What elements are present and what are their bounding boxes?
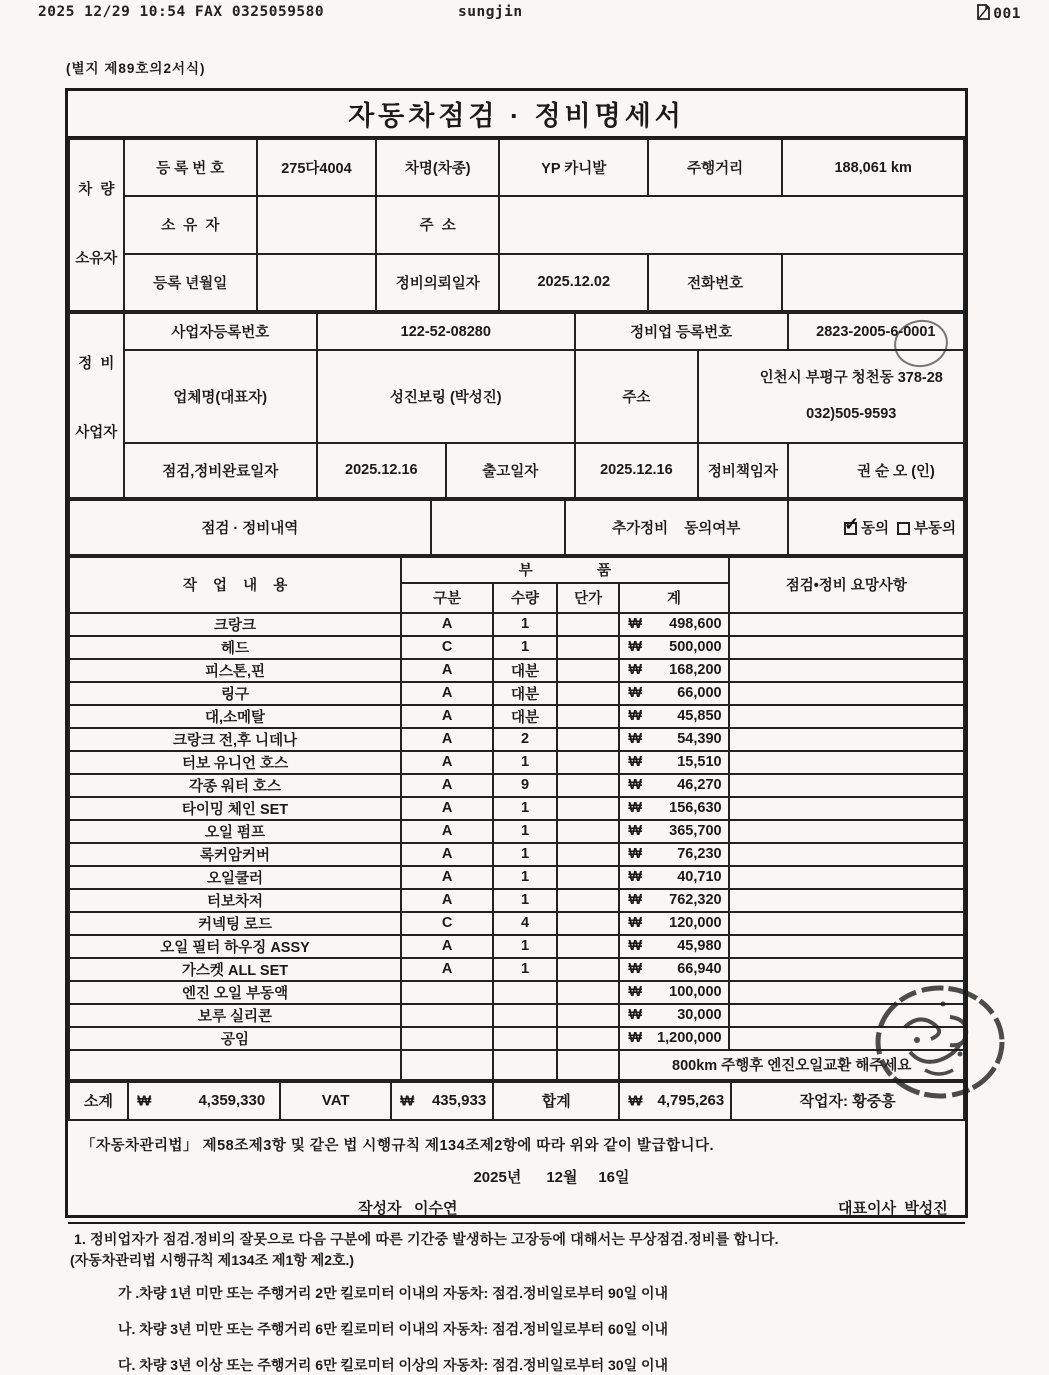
part-name: 대,소메탈 [69,705,401,728]
mileage-label: 주행거리 [648,139,782,196]
company-seal-stamp [865,982,1015,1107]
phone-label: 전화번호 [648,254,782,311]
part-type: C [401,912,493,935]
vehicle-row-2 [69,196,964,253]
unit-header: 단가 [557,583,620,613]
part-type: A [401,659,493,682]
won-symbol: ₩ [628,662,643,679]
part-total: ₩ 46,270 [619,774,728,797]
part-name: 크랑크 [69,613,401,636]
company-label: 업체명(대표자) [124,350,317,443]
part-qty: 1 [493,843,557,866]
won-symbol: ₩ [628,616,643,633]
shop-address-value: 인천시 부평구 청천동 378-28 032)505-9593 [698,350,964,443]
owner-address-value [499,196,964,253]
won-symbol: ₩ [400,1092,415,1110]
part-unitprice [557,682,620,705]
part-name: 각종 워터 호스 [69,774,401,797]
shop-row-1 [69,313,964,350]
vat-value: ₩ 435,933 [391,1082,493,1120]
part-unitprice [557,1004,620,1027]
part-qty: 1 [493,958,557,981]
author-name: 이수연 [414,1199,458,1217]
request-cell [729,797,964,820]
vat-label: VAT [280,1082,391,1120]
car-name-value: YP 카니발 [499,139,648,196]
car-name-label: 차명(차종) [376,139,500,196]
consent-row [69,500,964,555]
part-total: ₩ 45,850 [619,705,728,728]
vehicle-row-3 [69,254,964,311]
part-unitprice [557,613,620,636]
part-name: 록커암커버 [69,843,401,866]
part-unitprice [557,705,620,728]
author-line: 작성자 이수연 [358,1199,458,1217]
won-symbol: ₩ [628,800,643,817]
issue-date: 2025년 12월 16일 [473,1168,630,1186]
parts-row [69,958,964,981]
part-total: ₩ 54,390 [619,728,728,751]
part-type: C [401,636,493,659]
part-qty: 1 [493,866,557,889]
part-name: 오일 펌프 [69,820,401,843]
worker-name: 황중흥 [852,1093,896,1111]
warranty-notes [68,1229,965,1375]
request-cell [729,774,964,797]
owner-label: 소 유 자 [124,196,257,253]
request-cell [729,958,964,981]
total-header: 계 [619,583,728,613]
summary-section [68,1081,965,1121]
part-name: 크랑크 전,후 니데나 [69,728,401,751]
shop-row-3 [69,443,964,498]
agree-label: 동의 [860,520,889,537]
biz-no-value: 122-52-08280 [317,313,575,350]
form-title: 자동차점검 · 정비명세서 [68,91,965,138]
parts-row [69,820,964,843]
won-symbol: ₩ [628,846,643,863]
form-code-label: (별지 제89호의2서식) [66,61,206,76]
won-symbol: ₩ [628,961,643,978]
ceo-line: 대표이사 박성진 [838,1199,948,1217]
reg-date-label: 등록 년월일 [124,254,257,311]
part-name: 링구 [69,682,401,705]
part-type: A [401,889,493,912]
oil-change-note: 800km 주행후 엔진오일교환 해주세요 [619,1050,964,1080]
part-name: 오일쿨러 [69,866,401,889]
part-name: 엔진 오일 부동액 [69,981,401,1004]
part-total: ₩ 168,200 [619,659,728,682]
manager-label: 정비책임자 [698,443,788,498]
complete-date-label: 점검,정비완료일자 [124,443,317,498]
won-symbol: ₩ [628,754,643,771]
qty-header: 수량 [493,583,557,613]
parts-row [69,843,964,866]
won-symbol: ₩ [628,869,643,886]
consent-section [68,499,965,556]
owner-value [257,196,376,253]
parts-header: 부 품 [401,557,729,583]
part-qty: 1 [493,889,557,912]
request-cell [729,705,964,728]
request-cell [729,613,964,636]
disagree-label: 부동의 [913,520,956,537]
part-qty [493,1027,557,1050]
company-value: 성진보링 (박성진) [317,350,575,443]
empty-cell [557,1050,620,1080]
vehicle-row-1 [69,139,964,196]
part-type [401,1004,493,1027]
empty-cell [401,1050,493,1080]
part-qty: 1 [493,751,557,774]
part-qty: 1 [493,636,557,659]
request-cell [729,682,964,705]
shop-row-2 [69,350,964,443]
part-total: ₩ 66,940 [619,958,728,981]
ceo-name: 박성진 [904,1199,948,1217]
request-cell [729,889,964,912]
part-unitprice [557,1027,620,1050]
mileage-value: 188,061 km [782,139,964,196]
request-cell [729,843,964,866]
request-cell [729,751,964,774]
won-symbol: ₩ [628,731,643,748]
part-name: 공임 [69,1027,401,1050]
won-symbol: ₩ [628,823,643,840]
part-qty: 9 [493,774,557,797]
part-name: 터보 유니언 호스 [69,751,401,774]
total-label: 합계 [493,1082,619,1120]
part-type: A [401,820,493,843]
request-cell [729,820,964,843]
parts-row [69,797,964,820]
fax-page-icon [977,4,990,24]
part-unitprice [557,843,620,866]
parts-row [69,1027,964,1050]
parts-row [69,659,964,682]
fax-page-number: 001 [993,6,1021,22]
type-header: 구분 [401,583,493,613]
part-total: ₩ 66,000 [619,682,728,705]
part-total: ₩ 1,200,000 [619,1027,728,1050]
parts-header-row-1 [69,557,964,583]
note-line: 나. 차량 3년 미만 또는 주행거리 6만 킬로미터 이내의 자동차: 점검.정비일로부터 60일 이내 [118,1320,669,1337]
oil-change-note-row [69,1050,964,1080]
won-symbol: ₩ [628,938,643,955]
part-unitprice [557,636,620,659]
fax-timestamp: 2025 12/29 10:54 FAX 0325059580 [38,4,325,20]
won-symbol: ₩ [628,639,643,656]
part-total: ₩ 498,600 [619,613,728,636]
parts-row [69,981,964,1004]
request-cell [729,912,964,935]
part-name: 터보차저 [69,889,401,912]
part-type: A [401,774,493,797]
agree-checkbox [843,513,860,535]
parts-row [69,705,964,728]
part-qty: 2 [493,728,557,751]
part-qty [493,981,557,1004]
parts-row [69,1004,964,1027]
note-line: 1. 정비업자가 점검.정비의 잘못으로 다음 구분에 따른 기간중 발생하는 고장등에 대해서는 무상점검.정비를 합니다. [74,1230,779,1247]
part-total: ₩ 120,000 [619,912,728,935]
request-col-header: 점검•정비 요망사항 [729,557,964,613]
worker-label: 작업자: [799,1093,849,1111]
parts-row [69,613,964,636]
subtotal-value: ₩ 4,359,330 [128,1082,280,1120]
part-unitprice [557,866,620,889]
part-qty: 1 [493,935,557,958]
part-total: ₩ 500,000 [619,636,728,659]
check-icon: ✓ [843,513,860,534]
part-type [401,1027,493,1050]
phone-value [782,254,964,311]
part-qty: 1 [493,797,557,820]
parts-row [69,682,964,705]
reg-no-value: 275다4004 [257,139,376,196]
won-symbol: ₩ [628,984,643,1001]
part-type: A [401,935,493,958]
legal-statement: 「자동차관리법」 제58조제3항 및 같은 법 시행규칙 제134조제2항에 따라 위와 같이 발급합니다. [81,1137,714,1154]
subtotal-label: 소계 [69,1082,128,1120]
note-line: 다. 차량 3년 이상 또는 주행거리 6만 킬로미터 이상의 자동차: 점검.정비일로부터 30일 이내 [118,1356,669,1373]
part-type: A [401,705,493,728]
part-total: ₩ 156,630 [619,797,728,820]
request-date-label: 정비의뢰일자 [376,254,500,311]
part-type: A [401,728,493,751]
part-qty: 대분 [493,659,557,682]
part-type: A [401,958,493,981]
won-symbol: ₩ [628,708,643,725]
reg-no-label: 등 록 번 호 [124,139,257,196]
part-qty: 대분 [493,705,557,728]
work-parts-table [68,556,965,1081]
note-line: (자동차관리법 시행규칙 제134조 제1항 제2호.) [70,1251,355,1268]
part-total: ₩ 76,230 [619,843,728,866]
parts-row [69,751,964,774]
fax-page-indicator [977,4,1021,24]
part-unitprice [557,728,620,751]
biz-no-label: 사업자등록번호 [124,313,317,350]
won-symbol: ₩ [628,1007,643,1024]
part-total: ₩ 365,700 [619,820,728,843]
part-type: A [401,797,493,820]
shop-reg-no-label: 정비업 등록번호 [575,313,788,350]
shop-section-label: 정 비 사업자 [69,313,124,498]
fax-sender-name: sungjin [458,4,523,20]
part-total: ₩ 100,000 [619,981,728,1004]
complete-date-value: 2025.12.16 [317,443,446,498]
additional-consent-label: 추가정비 동의여부 [565,500,788,555]
vehicle-section-label: 차 량 소유자 [69,139,124,311]
part-total: ₩ 15,510 [619,751,728,774]
part-type: A [401,751,493,774]
part-unitprice [557,935,620,958]
part-unitprice [557,659,620,682]
release-date-label: 출고일자 [446,443,575,498]
parts-row [69,889,964,912]
part-unitprice [557,981,620,1004]
won-symbol: ₩ [137,1092,152,1110]
part-total: ₩ 40,710 [619,866,728,889]
won-symbol: ₩ [628,1030,643,1047]
won-symbol: ₩ [628,892,643,909]
part-unitprice [557,820,620,843]
request-cell [729,636,964,659]
part-unitprice [557,912,620,935]
won-symbol: ₩ [628,1092,643,1110]
part-name: 피스톤,핀 [69,659,401,682]
maintenance-statement-form [65,88,968,1373]
manager-value: 권 순 오 (인) [788,443,964,498]
request-cell [729,866,964,889]
part-qty: 1 [493,820,557,843]
certification-block [68,1121,965,1224]
part-name: 오일 필터 하우징 ASSY [69,935,401,958]
total-value: ₩ 4,795,263 [619,1082,731,1120]
disagree-checkbox [897,522,910,535]
part-qty: 1 [493,613,557,636]
consent-choices [788,500,964,555]
part-unitprice [557,751,620,774]
empty-cell [493,1050,557,1080]
request-date-value: 2025.12.02 [499,254,648,311]
parts-row [69,912,964,935]
part-total: ₩ 30,000 [619,1004,728,1027]
fax-transmission-header [0,4,1049,26]
vehicle-owner-section [68,138,965,312]
part-qty [493,1004,557,1027]
part-type [401,981,493,1004]
history-label: 점검 · 정비내역 [69,500,431,555]
summary-row [69,1082,964,1120]
shop-address-label: 주소 [575,350,699,443]
reg-date-value [257,254,376,311]
part-name: 커넥팅 로드 [69,912,401,935]
part-unitprice [557,958,620,981]
part-qty: 대분 [493,682,557,705]
parts-row [69,866,964,889]
part-total: ₩ 45,980 [619,935,728,958]
part-qty: 4 [493,912,557,935]
part-type: A [401,866,493,889]
shop-reg-no-value: 2823-2005-6-0001 [788,313,964,350]
parts-row [69,935,964,958]
request-cell [729,728,964,751]
parts-row [69,728,964,751]
empty-cell [69,1050,401,1080]
part-unitprice [557,797,620,820]
won-symbol: ₩ [628,777,643,794]
part-name: 헤드 [69,636,401,659]
owner-address-label: 주 소 [376,196,500,253]
parts-row [69,774,964,797]
part-type: A [401,682,493,705]
history-value [431,500,565,555]
part-unitprice [557,889,620,912]
release-date-value: 2025.12.16 [575,443,699,498]
won-symbol: ₩ [628,915,643,932]
part-unitprice [557,774,620,797]
request-cell [729,935,964,958]
repair-shop-section [68,312,965,499]
part-total: ₩ 762,320 [619,889,728,912]
request-cell [729,659,964,682]
part-name: 타이밍 체인 SET [69,797,401,820]
part-name: 보루 실리콘 [69,1004,401,1027]
part-type: A [401,613,493,636]
parts-row [69,636,964,659]
work-content-header: 작 업 내 용 [69,557,401,613]
note-line: 가 .차량 1년 미만 또는 주행거리 2만 킬로미터 이내의 자동차: 점검.정비일로부터 90일 이내 [118,1284,669,1301]
won-symbol: ₩ [628,685,643,702]
part-name: 가스켓 ALL SET [69,958,401,981]
manager-seal-mark: (인) [911,463,935,480]
part-type: A [401,843,493,866]
